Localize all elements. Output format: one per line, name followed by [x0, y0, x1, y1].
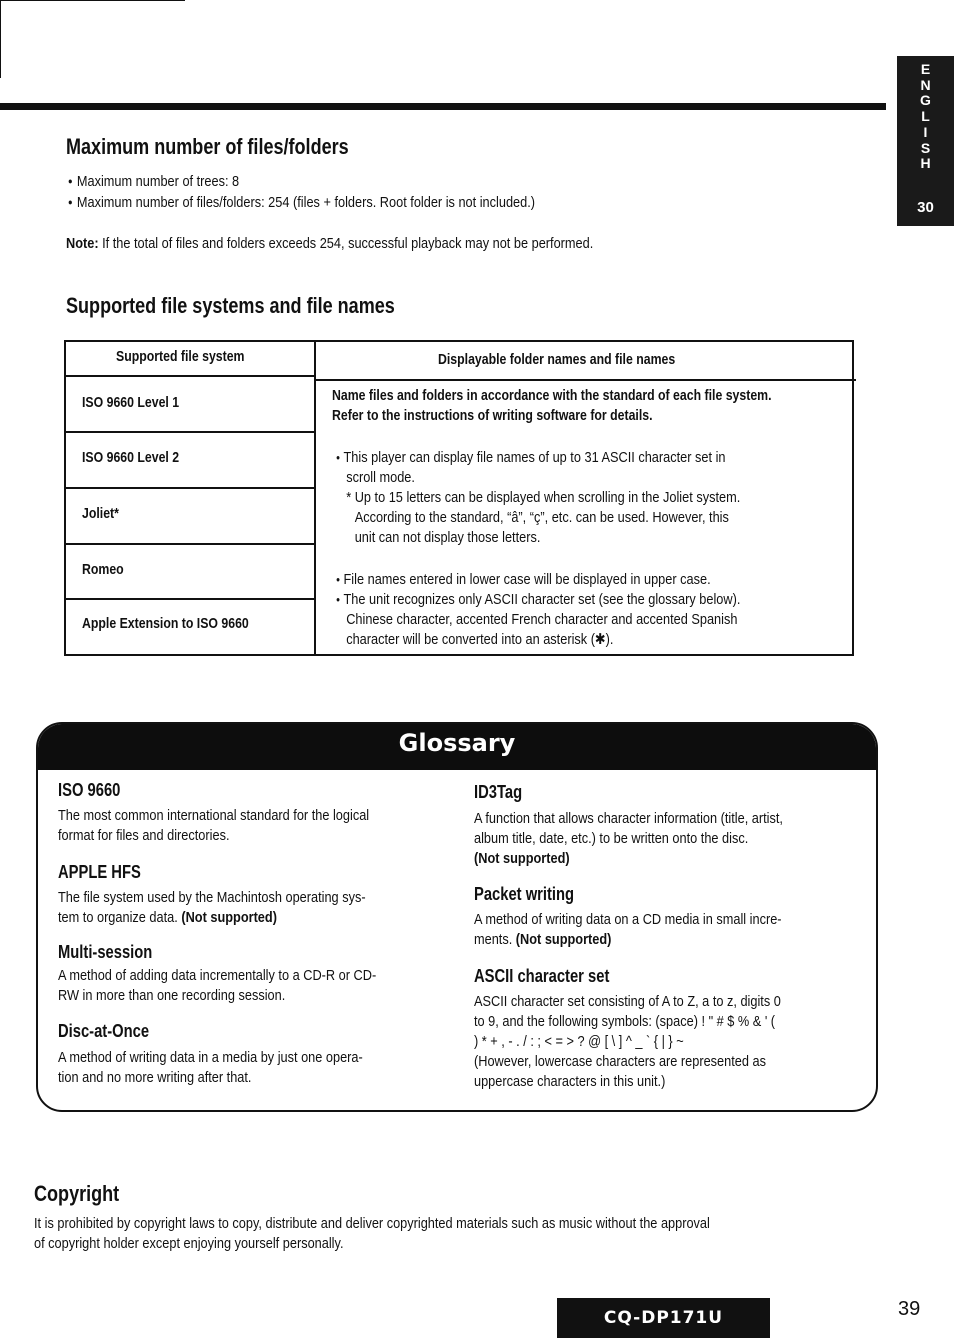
definition-line: A function that allows character information (title, artist,	[474, 810, 783, 827]
instruction-line: Refer to the instructions of writing software for details.	[332, 407, 653, 424]
display-note-line: scroll mode.	[346, 469, 415, 486]
copyright-text	[34, 1214, 710, 1254]
joliet-note-line: * Up to 15 letters can be displayed when scrolling in the Joliet system.	[346, 489, 741, 506]
tab-letter: G	[920, 92, 931, 109]
tab-letter: L	[921, 108, 930, 125]
definition-line: format for files and directories.	[58, 827, 230, 844]
glossary-definition	[474, 809, 783, 869]
corner-rule-top	[0, 0, 185, 1]
file-system-name: ISO 9660 Level 2	[82, 449, 180, 466]
copyright-line: It is prohibited by copyright laws to copy, distribute and deliver copyrighted materials such as music without the approval	[34, 1215, 710, 1232]
definition-line: album title, date, etc.) to be written onto the disc.	[474, 830, 749, 847]
glossary-term: Packet writing	[474, 884, 575, 904]
glossary-title: Glossary	[398, 729, 516, 757]
display-notes	[336, 448, 740, 548]
file-system-name: Joliet*	[82, 505, 119, 522]
definition-line: A method of adding data incrementally to a CD-R or CD-	[58, 967, 377, 984]
glossary-term: APPLE HFS	[58, 862, 141, 882]
model-label: CQ-DP171U	[557, 1298, 770, 1338]
max-files-note	[66, 234, 593, 254]
naming-instructions	[332, 386, 772, 426]
table-row	[66, 598, 314, 654]
character-note-line: Chinese character, accented French character and accented Spanish	[346, 611, 738, 628]
definition-line: ) * + , - . / : ; < = > ? @ [ \ ] ^ _ ` { | } ~	[474, 1033, 684, 1050]
glossary-term: ASCII character set	[474, 966, 610, 986]
list-item: ● Maximum number of trees: 8	[68, 171, 535, 192]
definition-line: tion and no more writing after that.	[58, 1069, 252, 1086]
header-rule	[0, 103, 886, 110]
definition-line: ASCII character set consisting of A to Z, a to z, digits 0	[474, 993, 781, 1010]
copyright-line: of copyright holder except enjoying yourself personally.	[34, 1235, 344, 1252]
table-header-file-system: Supported file system	[116, 348, 245, 365]
file-system-name: ISO 9660 Level 1	[82, 394, 180, 411]
display-note-line: ● This player can display file names of up to 31 ASCII character set in	[336, 448, 740, 468]
glossary-definition	[474, 910, 782, 950]
tab-letter: N	[920, 76, 931, 93]
copyright-heading: Copyright	[34, 1181, 120, 1206]
definition-line: A method of writing data in a media by just one opera-	[58, 1049, 363, 1066]
table-header-display-names: Displayable folder names and file names	[438, 351, 676, 368]
table-row	[66, 487, 314, 543]
max-files-heading: Maximum number of files/folders	[66, 134, 349, 159]
tab-letter: E	[920, 61, 931, 77]
character-note-line: ● File names entered in lower case will be displayed in upper case.	[336, 570, 740, 590]
definition-line: (However, lowercase characters are represented as	[474, 1053, 766, 1070]
max-files-list	[68, 171, 535, 213]
table-row	[66, 543, 314, 598]
note-text: If the total of files and folders exceeds 254, successful playback may not be performed.	[98, 235, 594, 252]
character-note-line: ● The unit recognizes only ASCII character set (see the glossary below).	[336, 590, 740, 610]
page-number: 39	[898, 1298, 921, 1320]
tab-letter: S	[920, 139, 931, 156]
definition-line: tem to organize data.	[58, 909, 178, 926]
glossary-definition	[58, 966, 376, 1006]
character-notes	[336, 570, 740, 650]
file-systems-heading: Supported file systems and file names	[66, 293, 395, 318]
definition-line: ments.	[474, 931, 513, 948]
note-label: Note:	[66, 235, 99, 252]
definition-line: The file system used by the Machintosh operating sys-	[58, 889, 366, 906]
glossary-definition	[58, 806, 369, 846]
definition-line: A method of writing data on a CD media in small incre-	[474, 911, 782, 928]
section-page-number: 30	[917, 199, 934, 216]
glossary-box	[36, 722, 878, 1112]
file-system-name: Romeo	[82, 561, 124, 578]
definition-line: The most common international standard for the logical	[58, 807, 370, 824]
glossary-term: ISO 9660	[58, 780, 121, 800]
table-row	[66, 431, 314, 487]
table-row	[66, 375, 314, 431]
language-tab-letters	[897, 62, 954, 172]
language-tab	[897, 56, 954, 226]
corner-rule-left	[0, 0, 1, 78]
glossary-term: ID3Tag	[474, 782, 523, 802]
file-systems-table	[64, 340, 854, 656]
not-supported-label: (Not supported)	[515, 931, 612, 948]
glossary-definition	[474, 992, 781, 1092]
table-header-rule	[316, 379, 856, 381]
tab-letter: I	[923, 123, 928, 140]
definition-line: uppercase characters in this unit.)	[474, 1073, 666, 1090]
joliet-note-line: According to the standard, “â”, “ç”, etc. can be used. However, this	[354, 509, 729, 526]
list-item: ● Maximum number of files/folders: 254 (files + folders. Root folder is not included.)	[68, 192, 535, 213]
glossary-definition	[58, 1048, 363, 1088]
character-note-line: character will be converted into an asterisk (✱).	[346, 631, 614, 648]
instruction-line: Name files and folders in accordance with the standard of each file system.	[332, 387, 772, 404]
not-supported-label: (Not supported)	[181, 909, 277, 926]
glossary-definition	[58, 888, 366, 928]
definition-line: RW in more than one recording session.	[58, 987, 286, 1004]
not-supported-label: (Not supported)	[474, 850, 570, 867]
table-column-divider	[314, 342, 316, 654]
glossary-term: Multi-session	[58, 942, 153, 962]
file-system-name: Apple Extension to ISO 9660	[82, 615, 249, 632]
glossary-term: Disc-at-Once	[58, 1021, 150, 1041]
definition-line: to 9, and the following symbols: (space) ! " # $ % & ' (	[474, 1013, 776, 1030]
joliet-note-line: unit can not display those letters.	[354, 529, 541, 546]
tab-letter: H	[920, 155, 931, 172]
